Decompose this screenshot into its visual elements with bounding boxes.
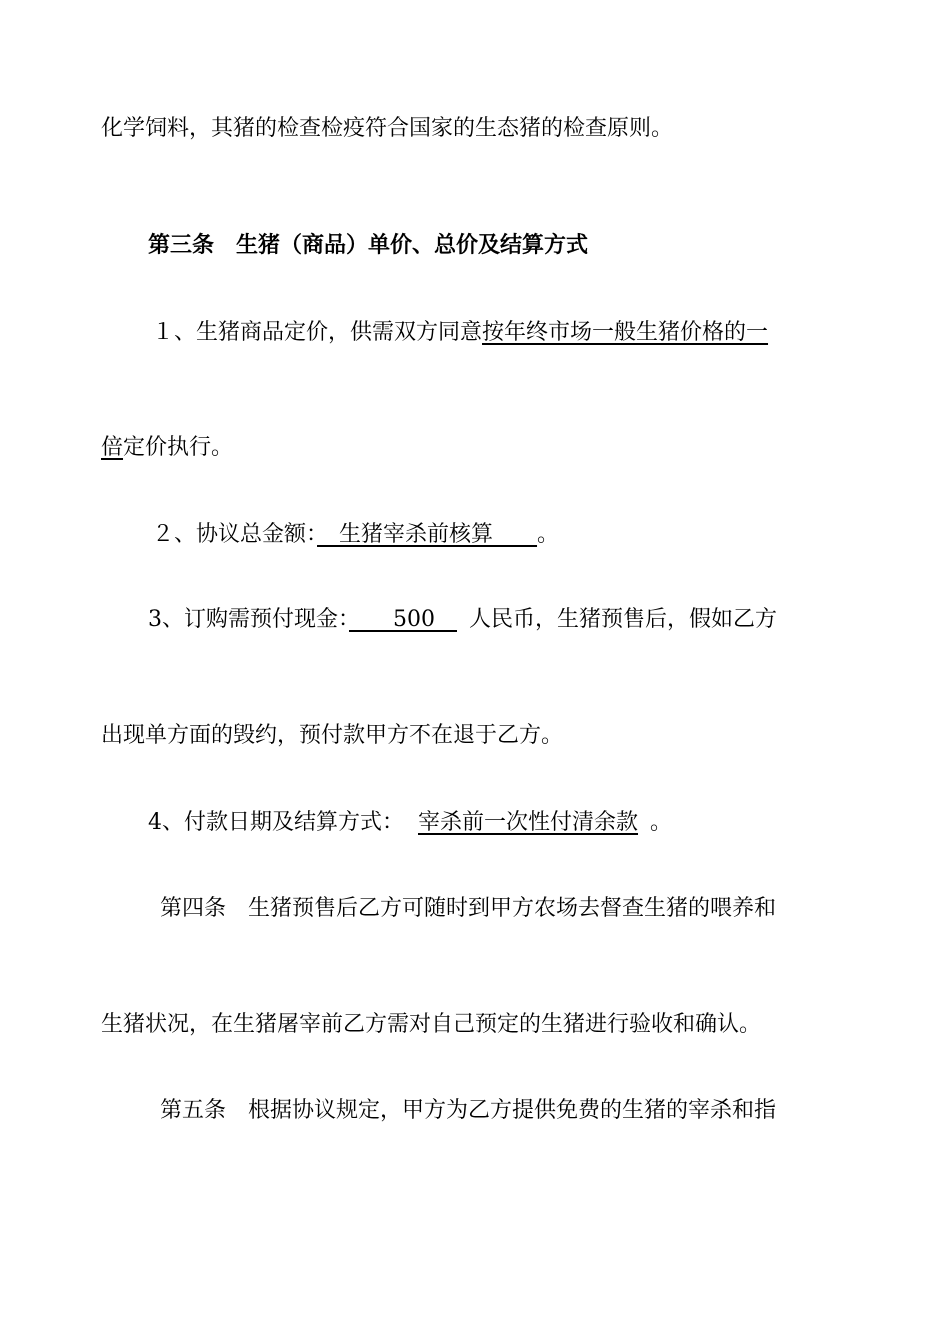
payment-method-value: 宰杀前一次性付清余款 [418,810,639,835]
article-3-heading: 第三条 生猪（商品）单价、总价及结算方式 [148,232,589,258]
clause-1-continuation [101,433,233,463]
clause-1-line [152,318,768,348]
clause-1-underlined: 按年终市场一般生猪价格的一 [482,320,769,345]
clause-3-continuation: 出现单方面的毁约，预付款甲方不在退于乙方。 [101,723,564,748]
clause-1-text: １、生猪商品定价，供需双方同意 [152,320,483,345]
clause-4-line [148,808,672,838]
clause-3-label: 3、订购需预付现金： [148,607,349,632]
clause-2-line [152,520,559,550]
clause-2-end: 。 [537,522,560,547]
total-amount-value: 生猪宰杀前核算 [317,522,538,547]
prepayment-value: 500 [349,607,457,632]
paragraph-line: 化学饲料，其猪的检查检疫符合国家的生态猪的检查原则。 [101,116,674,141]
clause-1-underlined-cont: 倍 [101,435,124,460]
clause-1-text-end: 定价执行。 [123,435,234,460]
article-5-line: 第五条 根据协议规定，甲方为乙方提供免费的生猪的宰杀和指 [160,1098,777,1123]
clause-3-line [148,605,777,635]
clause-2-label: ２、协议总金额： [152,522,318,547]
clause-4-label: 4、付款日期及结算方式： [148,810,404,835]
article-4-continuation: 生猪状况，在生猪屠宰前乙方需对自己预定的生猪进行验收和确认。 [101,1012,762,1037]
clause-3-text: 人民币，生猪预售后，假如乙方 [469,607,778,632]
article-4-line: 第四条 生猪预售后乙方可随时到甲方农场去督查生猪的喂养和 [160,896,777,921]
clause-4-end: 。 [650,810,673,835]
